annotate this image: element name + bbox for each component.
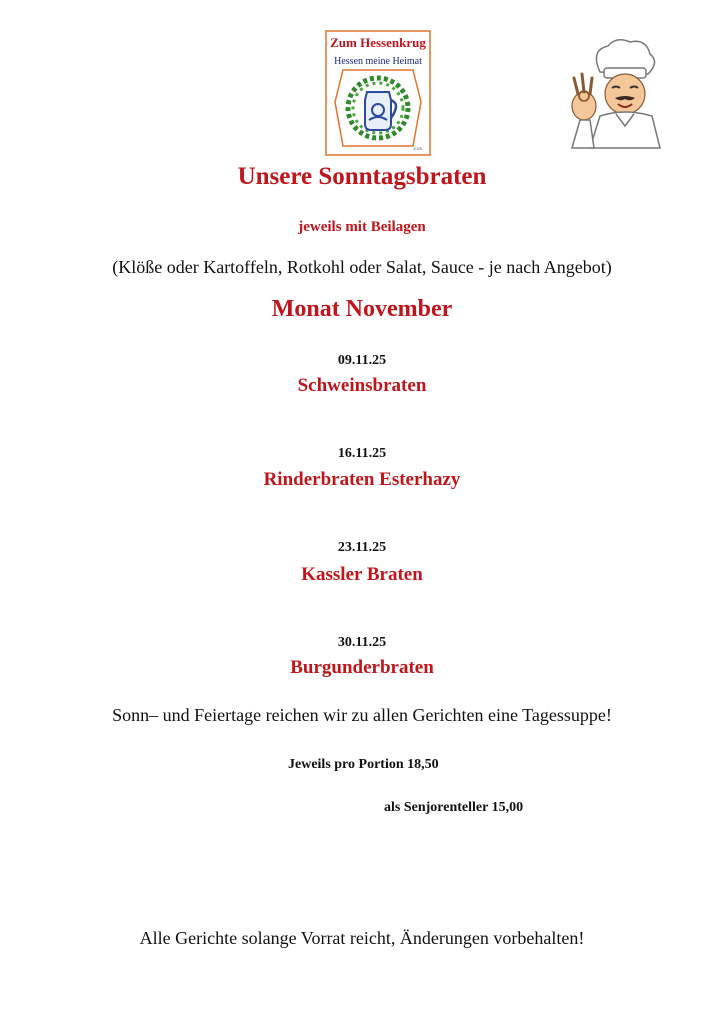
senior-price: als Senjorenteller 15,00 bbox=[384, 800, 524, 815]
menu-date: 16.11.25 bbox=[337, 446, 387, 461]
soup-note: Sonn– und Feiertage reichen wir zu allen Gerichten eine Tagessuppe! bbox=[112, 705, 612, 725]
menu-dish: Burgunderbraten bbox=[290, 657, 434, 678]
side-dishes-text: (Klöße oder Kartoffeln, Rotkohl oder Salat, Sauce - je nach Angebot) bbox=[112, 257, 612, 277]
menu-dish: Kassler Braten bbox=[301, 564, 423, 585]
logo-tagline: Hessen meine Heimat bbox=[334, 56, 422, 67]
month-heading: Monat November bbox=[271, 296, 453, 322]
footer-disclaimer: Alle Gerichte solange Vorrat reicht, Änderungen vorbehalten! bbox=[139, 928, 585, 948]
menu-date: 09.11.25 bbox=[337, 353, 387, 368]
menu-dish: Schweinsbraten bbox=[297, 375, 427, 396]
restaurant-logo bbox=[325, 30, 431, 156]
chef-icon bbox=[560, 36, 680, 150]
logo-name: Zum Hessenkrug bbox=[330, 35, 426, 50]
logo-year: 2025 bbox=[413, 146, 422, 151]
menu-date: 30.11.25 bbox=[337, 635, 387, 650]
subtitle: jeweils mit Beilagen bbox=[298, 219, 426, 235]
menu-dish: Rinderbraten Esterhazy bbox=[263, 469, 461, 490]
menu-date: 23.11.25 bbox=[337, 540, 387, 555]
page-title: Unsere Sonntagsbraten bbox=[237, 163, 487, 190]
portion-price: Jeweils pro Portion 18,50 bbox=[288, 757, 439, 772]
